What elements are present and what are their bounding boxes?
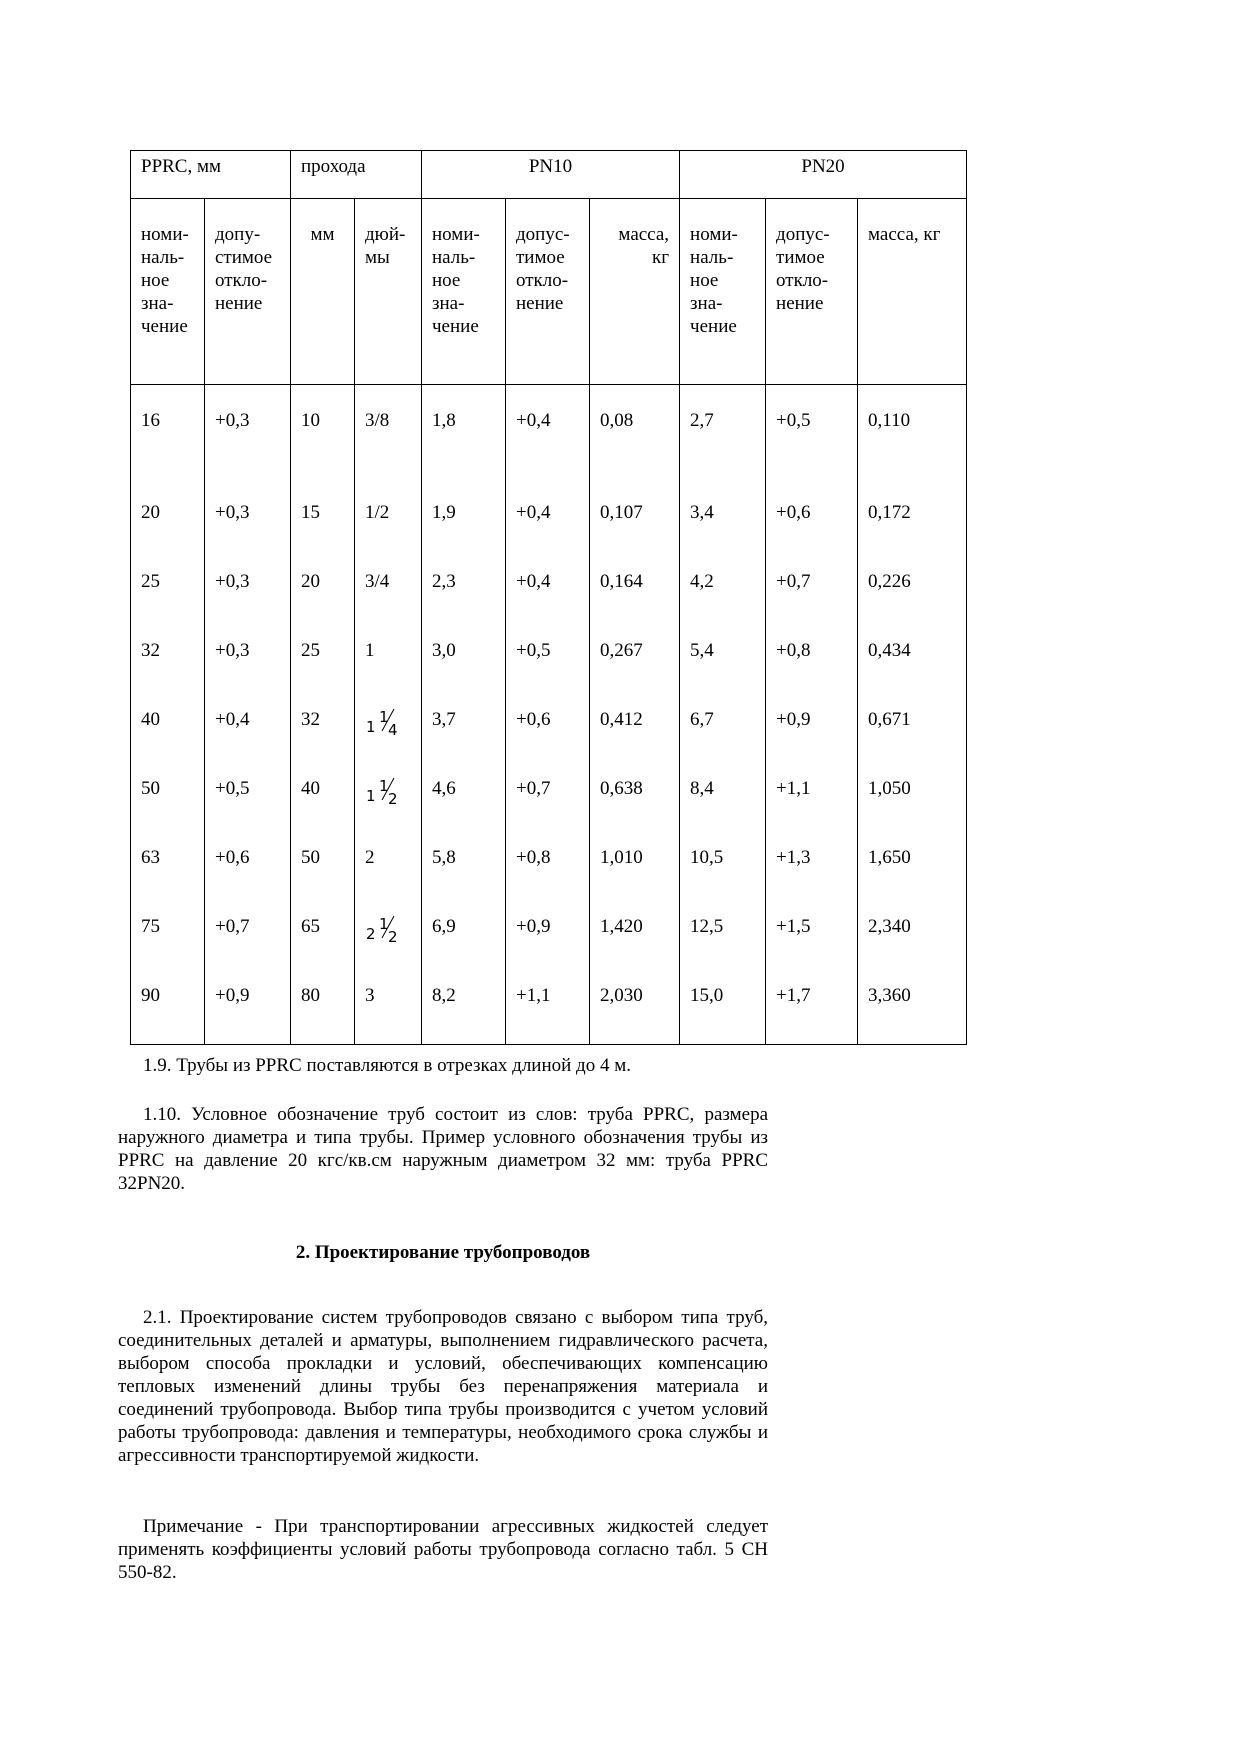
- cell-pn10-wall: 1,8: [422, 385, 506, 477]
- cell-pn20-mass: 0,671: [858, 684, 967, 753]
- cell-pn20-wall: 8,4: [680, 753, 766, 822]
- cell-pn10-wall: 8,2: [422, 960, 506, 1045]
- cell-pn20-mass: 2,340: [858, 891, 967, 960]
- note-text: Примечание - При транспортировании агрессивных жидкостей следует применять коэффициенты условий работы трубопровода согласно табл. 5 СН 550-82.: [118, 1516, 768, 1583]
- table-row: [131, 891, 967, 960]
- subheader-inches: дюй- мы: [355, 199, 422, 385]
- cell-pn20-mass: 0,434: [858, 615, 967, 684]
- cell-passage-inch: 1/2: [355, 477, 422, 546]
- table-row: [131, 960, 967, 1045]
- cell-outer-diameter: 20: [131, 477, 205, 546]
- cell-pn10-tolerance: +0,6: [506, 684, 590, 753]
- cell-pn20-tolerance: +0,8: [766, 615, 858, 684]
- fraction-denominator: 4: [388, 720, 398, 739]
- table-row: [131, 753, 967, 822]
- cell-pn10-wall: 5,8: [422, 822, 506, 891]
- subheader-nominal: номи- наль- ное зна- чение: [131, 199, 205, 385]
- cell-pn20-mass: 1,650: [858, 822, 967, 891]
- fraction-whole: 1: [366, 717, 376, 736]
- subheader-pn20-mass: масса, кг: [858, 199, 967, 385]
- cell-passage-inch: [355, 684, 422, 753]
- fraction-numerator: 1: [379, 776, 389, 795]
- table-row: [131, 684, 967, 753]
- cell-pn10-tolerance: +0,4: [506, 546, 590, 615]
- cell-outer-tolerance: +0,6: [205, 822, 291, 891]
- cell-pn20-wall: 6,7: [680, 684, 766, 753]
- cell-passage-inch: 3: [355, 960, 422, 1045]
- cell-outer-tolerance: +0,4: [205, 684, 291, 753]
- cell-pn10-mass: 0,638: [590, 753, 680, 822]
- fraction: [365, 706, 399, 739]
- fraction-denominator: 2: [388, 927, 398, 946]
- cell-passage-inch: 3/4: [355, 546, 422, 615]
- cell-outer-diameter: 32: [131, 615, 205, 684]
- cell-pn20-tolerance: +0,5: [766, 385, 858, 477]
- cell-pn10-tolerance: +0,5: [506, 615, 590, 684]
- fraction: [365, 775, 399, 808]
- fraction-numerator: 1: [379, 914, 389, 933]
- cell-pn20-wall: 5,4: [680, 615, 766, 684]
- paragraph-2-1-text: 2.1. Проектирование систем трубопроводов связано с выбором типа труб, соединительных деталей и арматуры, выполнением гидравлического расчета, выбором способа прокладки и условий, обеспечивающих компенсацию тепловых изменений длины трубы без перенапряжения материала и соединений трубопровода. Выбор типа трубы производится с учетом условий работы трубопровода: давления и температуры, необходимого срока службы и агрессивности транспортируемой жидкости.: [118, 1307, 768, 1466]
- cell-pn20-tolerance: +0,7: [766, 546, 858, 615]
- cell-pn10-mass: 1,420: [590, 891, 680, 960]
- cell-pn10-mass: 0,107: [590, 477, 680, 546]
- subheader-pn10-mass: масса, кг: [590, 199, 680, 385]
- cell-pn10-mass: 1,010: [590, 822, 680, 891]
- section-heading: 2. Проектирование трубопроводов: [295, 1242, 591, 1263]
- table-row: [131, 822, 967, 891]
- cell-pn10-tolerance: +1,1: [506, 960, 590, 1045]
- paragraph-2-1: [118, 1306, 768, 1467]
- table-subheader-row: [131, 199, 967, 385]
- cell-passage-mm: 65: [291, 891, 355, 960]
- subheader-pn20-tolerance: допус- тимое откло- нение: [766, 199, 858, 385]
- header-pn10: PN10: [422, 151, 680, 199]
- fraction-whole: 1: [366, 786, 376, 805]
- pipe-dimensions-table: [130, 150, 967, 1045]
- cell-pn10-tolerance: +0,4: [506, 477, 590, 546]
- cell-outer-diameter: 25: [131, 546, 205, 615]
- cell-pn20-tolerance: +1,1: [766, 753, 858, 822]
- cell-outer-diameter: 50: [131, 753, 205, 822]
- cell-passage-mm: 50: [291, 822, 355, 891]
- table-row: [131, 546, 967, 615]
- paragraph-1-10: [118, 1103, 768, 1195]
- fraction-numerator: 1: [379, 707, 389, 726]
- cell-passage-mm: 25: [291, 615, 355, 684]
- cell-outer-diameter: 40: [131, 684, 205, 753]
- cell-passage-inch: 3/8: [355, 385, 422, 477]
- header-passage: прохода: [291, 151, 422, 199]
- cell-pn20-tolerance: +1,3: [766, 822, 858, 891]
- header-outer-diameter: PPRC, мм: [131, 151, 291, 199]
- fraction-denominator: 2: [388, 789, 398, 808]
- subheader-pn20-nominal: номи- наль- ное зна- чение: [680, 199, 766, 385]
- cell-pn10-tolerance: +0,8: [506, 822, 590, 891]
- cell-pn10-mass: 0,412: [590, 684, 680, 753]
- paragraph-1-9: [118, 1054, 768, 1077]
- cell-passage-inch: 2: [355, 822, 422, 891]
- cell-outer-tolerance: +0,3: [205, 477, 291, 546]
- table-row: [131, 477, 967, 546]
- table-header-row: [131, 151, 967, 199]
- note: [118, 1515, 768, 1584]
- cell-pn20-mass: 0,110: [858, 385, 967, 477]
- cell-pn20-wall: 12,5: [680, 891, 766, 960]
- cell-pn20-wall: 3,4: [680, 477, 766, 546]
- cell-pn20-mass: 3,360: [858, 960, 967, 1045]
- fraction-whole: 2: [366, 924, 376, 943]
- cell-pn10-wall: 3,0: [422, 615, 506, 684]
- cell-passage-inch: [355, 891, 422, 960]
- cell-pn10-mass: 0,164: [590, 546, 680, 615]
- cell-pn10-wall: 6,9: [422, 891, 506, 960]
- cell-outer-tolerance: +0,9: [205, 960, 291, 1045]
- table-row: [131, 615, 967, 684]
- cell-outer-diameter: 75: [131, 891, 205, 960]
- cell-outer-tolerance: +0,5: [205, 753, 291, 822]
- subheader-pn10-tolerance: допус- тимое откло- нение: [506, 199, 590, 385]
- table-row: [131, 385, 967, 477]
- cell-pn20-mass: 0,172: [858, 477, 967, 546]
- cell-outer-diameter: 90: [131, 960, 205, 1045]
- cell-pn10-wall: 1,9: [422, 477, 506, 546]
- cell-pn10-wall: 3,7: [422, 684, 506, 753]
- cell-pn20-tolerance: +1,5: [766, 891, 858, 960]
- paragraph-1-9-text: 1.9. Трубы из PPRC поставляются в отрезках длиной до 4 м.: [143, 1055, 631, 1076]
- subheader-pn10-nominal: номи- наль- ное зна- чение: [422, 199, 506, 385]
- paragraph-1-10-text: 1.10. Условное обозначение труб состоит из слов: труба PPRC, размера наружного диаметра и типа трубы. Пример условного обозначения трубы из PPRC на давление 20 кгс/кв.см наружным диаметром 32 мм: труба PPRC 32PN20.: [118, 1104, 768, 1194]
- cell-pn10-tolerance: +0,9: [506, 891, 590, 960]
- cell-pn20-tolerance: +0,9: [766, 684, 858, 753]
- cell-pn20-tolerance: +1,7: [766, 960, 858, 1045]
- cell-pn10-wall: 4,6: [422, 753, 506, 822]
- cell-outer-tolerance: +0,7: [205, 891, 291, 960]
- cell-pn20-tolerance: +0,6: [766, 477, 858, 546]
- cell-passage-inch: [355, 753, 422, 822]
- cell-pn10-mass: 0,08: [590, 385, 680, 477]
- cell-pn10-mass: 2,030: [590, 960, 680, 1045]
- cell-outer-diameter: 16: [131, 385, 205, 477]
- cell-pn20-mass: 1,050: [858, 753, 967, 822]
- cell-pn20-wall: 15,0: [680, 960, 766, 1045]
- cell-outer-tolerance: +0,3: [205, 615, 291, 684]
- cell-pn10-wall: 2,3: [422, 546, 506, 615]
- cell-passage-mm: 80: [291, 960, 355, 1045]
- cell-pn10-tolerance: +0,4: [506, 385, 590, 477]
- cell-outer-tolerance: +0,3: [205, 385, 291, 477]
- subheader-tolerance: допу- стимое откло- нение: [205, 199, 291, 385]
- cell-outer-tolerance: +0,3: [205, 546, 291, 615]
- header-pn20: PN20: [680, 151, 967, 199]
- cell-passage-inch: 1: [355, 615, 422, 684]
- fraction: [365, 913, 399, 946]
- cell-passage-mm: 15: [291, 477, 355, 546]
- cell-passage-mm: 20: [291, 546, 355, 615]
- cell-outer-diameter: 63: [131, 822, 205, 891]
- cell-pn20-wall: 4,2: [680, 546, 766, 615]
- cell-pn10-tolerance: +0,7: [506, 753, 590, 822]
- cell-pn20-mass: 0,226: [858, 546, 967, 615]
- cell-pn20-wall: 2,7: [680, 385, 766, 477]
- cell-passage-mm: 32: [291, 684, 355, 753]
- subheader-mm: мм: [291, 199, 355, 385]
- cell-pn20-wall: 10,5: [680, 822, 766, 891]
- cell-passage-mm: 10: [291, 385, 355, 477]
- cell-passage-mm: 40: [291, 753, 355, 822]
- cell-pn10-mass: 0,267: [590, 615, 680, 684]
